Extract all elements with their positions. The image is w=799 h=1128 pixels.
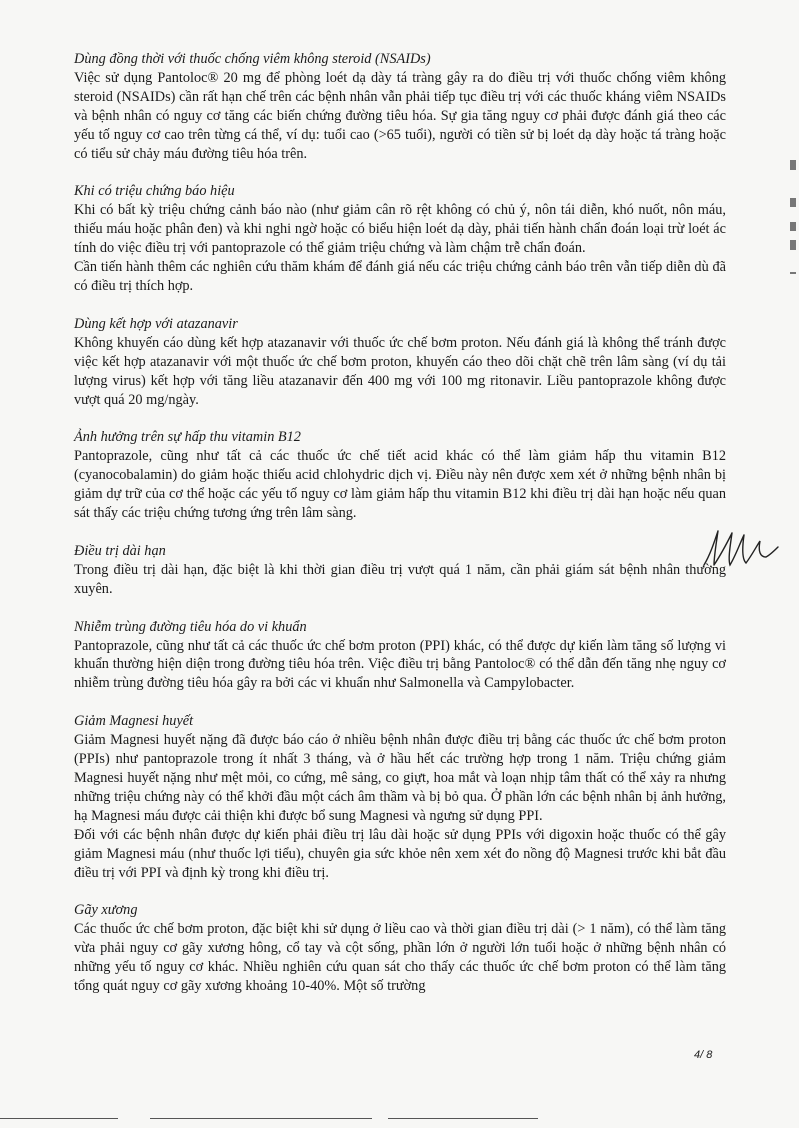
section-title: Gãy xương: [74, 902, 138, 919]
section-title: Khi có triệu chứng báo hiệu: [74, 183, 235, 200]
paragraph: Việc sử dụng Pantoloc® 20 mg để phòng loét dạ dày tá tràng gây ra do điều trị với thuốc chống viêm không steroid (NSAIDs) cần rất hạn chế trên các bệnh nhân vẫn phải tiếp tục điều trị với các thuốc kháng viêm NSAIDs và bệnh nhân có nguy cơ tăng các biến chứng đường tiêu hóa. Sự gia tăng nguy cơ phải được đánh giá theo các yếu tố nguy cơ cao trên từng cá thể, ví dụ: tuổi cao (>65 tuổi), người có tiền sử bị loét dạ dày hoặc tá tràng hoặc có tiểu sử chảy máu đường tiêu hóa trên.: [74, 69, 726, 162]
paragraph: Các thuốc ức chế bơm proton, đặc biệt khi sử dụng ở liều cao và thời gian điều trị dài (> 1 năm), có thể làm tăng vừa phải nguy cơ gãy xương hông, cổ tay và cột sống, phần lớn ở người lớn tuổi hoặc ở những bệnh nhân có những yếu tố nguy cơ khác. Nhiều nghiên cứu quan sát cho thấy các thuốc ức chế bơm proton có thể làm tăng tổng quát nguy cơ gãy xương khoảng 10-40%. Một số trường: [74, 921, 726, 995]
paragraph: Pantoprazole, cũng như tất cả các thuốc ức chế tiết acid khác có thể làm giảm hấp thu vitamin B12 (cyanocobalamin) do giảm hoặc thiếu acid chlohydric dịch vị. Điều này nên được xem xét ở những bệnh nhân bị giảm dự trữ của cơ thể hoặc các yếu tố nguy cơ làm giảm hấp thu vitamin B12 khi điều trị dài hạn hoặc nếu quan sát thấy các triệu chứng tương ứng trên lâm sàng.: [74, 448, 726, 522]
section-title: Giảm Magnesi huyết: [74, 713, 194, 730]
paragraph: Không khuyến cáo dùng kết hợp atazanavir với thuốc ức chế bơm proton. Nếu đánh giá là không thể tránh được việc kết hợp atazanavir với một thuốc ức chế bơm proton, khuyến cáo theo dõi chặt chẽ trên lâm sàng (ví dụ tải lượng virus) kết hợp với tăng liều atazanavir đến 400 mg với 100 mg ritonavir. Liều pantoprazole không được vượt quá 20 mg/ngày.: [74, 334, 726, 408]
page-number: 4/ 8: [694, 1049, 713, 1061]
bottom-rule: [150, 1118, 372, 1119]
bottom-rule: [388, 1118, 538, 1119]
paragraph: Khi có bất kỳ triệu chứng cảnh báo nào (như giảm cân rõ rệt không có chủ ý, nôn tái diễn, khó nuốt, nôn máu, thiếu máu hoặc phân đen) và khi nghi ngờ hoặc có biểu hiện loét dạ dày, phải tiến hành chẩn đoán loại trừ loét ác tính do việc điều trị với pantoprazole có thể giảm triệu chứng và làm chậm trễ chẩn đoán.: [74, 202, 726, 257]
paragraph: Cần tiến hành thêm các nghiên cứu thăm khám để đánh giá nếu các triệu chứng cảnh báo trên vẫn tiếp diễn dù đã có điều trị thích hợp.: [74, 259, 726, 294]
paragraph: Pantoprazole, cũng như tất cả các thuốc ức chế bơm proton (PPI) khác, có thể được dự kiến làm tăng số lượng vi khuẩn thường hiện diện trong đường tiêu hóa trên. Việc điều trị bằng Pantoloc® có thể dẫn đến tăng nhẹ nguy cơ nhiễm trùng đường tiêu hóa gây ra bởi các vi khuẩn như Salmonella và Campylobacter.: [74, 637, 726, 692]
section-warning-symptoms: [74, 182, 726, 295]
section-title: Dùng đồng thời với thuốc chống viêm không steroid (NSAIDs): [74, 51, 431, 67]
edge-mark: [790, 272, 796, 274]
document-page: [74, 50, 726, 1015]
section-vitamin-b12: [74, 428, 726, 523]
section-nsaids: [74, 50, 726, 163]
edge-mark: [790, 240, 796, 250]
paragraph: Đối với các bệnh nhân được dự kiến phải điều trị lâu dài hoặc sử dụng PPIs với digoxin hoặc thuốc có thể gây giảm Magnesi máu (như thuốc lợi tiểu), chuyên gia sức khỏe nên xem xét đo nồng độ Magnesi trước khi bắt đầu điều trị với PPI và định kỳ trong khi điều trị.: [74, 826, 726, 881]
section-title: Ảnh hưởng trên sự hấp thu vitamin B12: [74, 429, 301, 446]
section-title: Dùng kết hợp với atazanavir: [74, 315, 238, 332]
section-title: Nhiễm trùng đường tiêu hóa do vi khuẩn: [74, 618, 307, 635]
section-hypomagnesemia: [74, 712, 726, 882]
section-title: Điều trị dài hạn: [74, 542, 166, 559]
paragraph: Trong điều trị dài hạn, đặc biệt là khi thời gian điều trị vượt quá 1 năm, cần phải giám sát bệnh nhân thường xuyên.: [74, 561, 726, 597]
edge-mark: [790, 160, 796, 170]
section-atazanavir: [74, 315, 726, 410]
section-long-term: [74, 542, 726, 599]
section-infection: [74, 618, 726, 694]
section-fracture: [74, 901, 726, 996]
bottom-rule: [0, 1118, 118, 1119]
edge-mark: [790, 222, 796, 231]
edge-mark: [790, 198, 796, 207]
paragraph: Giảm Magnesi huyết nặng đã được báo cáo ở nhiều bệnh nhân được điều trị bằng các thuốc ức chế bơm proton (PPIs) như pantoprazole trong ít nhất 3 tháng, và ở hầu hết các trường hợp trong 1 năm. Triệu chứng giảm Magnesi huyết nặng như mệt mỏi, co cứng, mê sảng, co giựt, hoa mắt và loạn nhịp tâm thất có thể xảy ra nhưng những triệu chứng này có thể khởi đầu một cách âm thầm và bị bỏ qua. Ở phần lớn các bệnh nhân bị ảnh hưởng, hạ Magnesi máu được cải thiện khi được bổ sung Magnesi và ngưng sử dụng PPI.: [74, 732, 726, 824]
signature-mark: [700, 525, 780, 570]
